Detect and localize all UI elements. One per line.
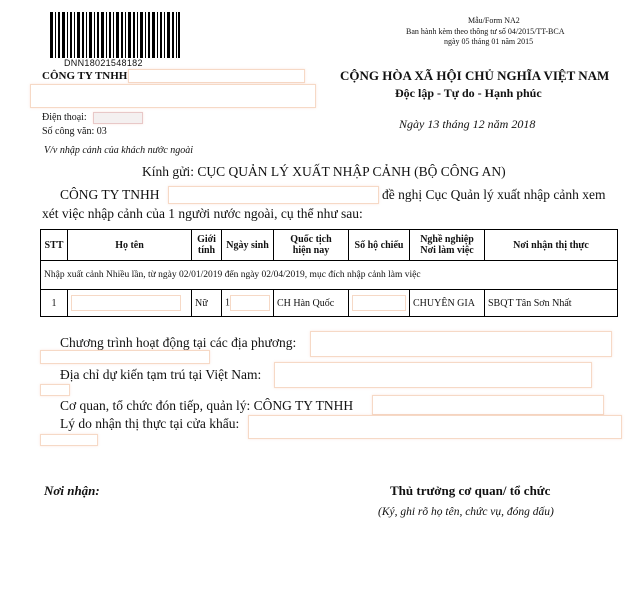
cell-nationality: CH Hàn Quốc bbox=[274, 290, 349, 317]
redacted-program-cont bbox=[40, 350, 210, 364]
table-note-row bbox=[41, 261, 618, 290]
header-gender-line1: Giới bbox=[197, 234, 216, 245]
recipients-label: Nơi nhận: bbox=[44, 483, 100, 498]
dob-prefix: 1 bbox=[225, 297, 230, 309]
reason-label: Lý do nhận thị thực tại cửa khẩu: bbox=[60, 416, 240, 431]
redacted-phone bbox=[93, 112, 143, 124]
form-circular-line2: ngày 05 tháng 01 năm 2015 bbox=[444, 37, 534, 46]
cell-job: CHUYÊN GIA bbox=[410, 290, 485, 317]
redacted-company-line bbox=[30, 84, 316, 108]
redacted-address-cont bbox=[40, 384, 70, 396]
table-row bbox=[41, 290, 618, 317]
cell-gender: Nữ bbox=[192, 290, 222, 317]
signer-note: (Ký, ghi rõ họ tên, chức vụ, đóng dấu) bbox=[378, 506, 554, 518]
form-code: Mẫu/Form NA2 bbox=[468, 16, 520, 25]
form-circular-line1: Ban hành kèm theo thông tư số 04/2015/TT-BCA bbox=[406, 27, 565, 36]
redacted-address bbox=[274, 362, 592, 388]
address-label: Địa chỉ dự kiến tạm trú tại Việt Nam: bbox=[60, 367, 262, 382]
document-date: Ngày 13 tháng 12 năm 2018 bbox=[399, 117, 536, 131]
header-nationality bbox=[274, 230, 349, 261]
cell-stt: 1 bbox=[41, 290, 68, 317]
nation-header: CỘNG HÒA XÃ HỘI CHỦ NGHĨA VIỆT NAM bbox=[340, 68, 610, 83]
cell-name bbox=[68, 290, 192, 317]
redacted-agency bbox=[372, 395, 604, 415]
cell-entry: SBQT Tân Sơn Nhất bbox=[485, 290, 618, 317]
cell-passport bbox=[349, 290, 410, 317]
redacted-company-name bbox=[128, 69, 305, 83]
cell-dob bbox=[222, 290, 274, 317]
header-job-line1: Nghề nghiệp bbox=[420, 234, 474, 245]
header-stt: STT bbox=[41, 230, 68, 261]
program-label: Chương trình hoạt động tại các địa phương: bbox=[60, 335, 297, 350]
barcode bbox=[50, 12, 180, 58]
header-gender bbox=[192, 230, 222, 261]
subject-line: V/v nhập cảnh của khách nước ngoài bbox=[44, 145, 194, 156]
company-name: CÔNG TY TNHH bbox=[42, 70, 128, 82]
redacted-program bbox=[310, 331, 612, 357]
header-entry: Nơi nhận thị thực bbox=[485, 230, 618, 261]
request-text-1: đề nghị Cục Quản lý xuất nhập cảnh xem bbox=[382, 187, 606, 202]
redacted-request-company bbox=[168, 186, 379, 204]
header-nationality-line1: Quốc tịch bbox=[290, 234, 332, 245]
agency-label: Cơ quan, tổ chức đón tiếp, quản lý: CÔNG TY TNHH bbox=[60, 398, 354, 413]
applicant-table bbox=[40, 229, 618, 317]
header-gender-line2: tính bbox=[197, 245, 216, 256]
redacted-name bbox=[71, 295, 181, 311]
request-company: CÔNG TY TNHH bbox=[60, 187, 160, 202]
signer-title: Thủ trưởng cơ quan/ tổ chức bbox=[390, 483, 551, 498]
phone-label: Điện thoại: bbox=[42, 112, 87, 123]
dispatch-number: Số công văn: 03 bbox=[42, 126, 107, 137]
motto: Độc lập - Tự do - Hạnh phúc bbox=[395, 86, 542, 100]
redacted-reason-cont bbox=[40, 434, 98, 446]
header-job bbox=[410, 230, 485, 261]
redacted-dob bbox=[230, 295, 270, 311]
request-text-2: xét việc nhập cảnh của 1 người nước ngoài, cụ thể như sau: bbox=[42, 206, 363, 221]
entry-note: Nhập xuất cảnh Nhiều lần, từ ngày 02/01/2019 đến ngày 02/04/2019, mục đích nhập cảnh làm việc bbox=[41, 261, 618, 290]
redacted-reason bbox=[248, 415, 622, 439]
header-dob: Ngày sinh bbox=[222, 230, 274, 261]
redacted-passport bbox=[352, 295, 406, 311]
header-passport: Số hộ chiếu bbox=[349, 230, 410, 261]
header-job-line2: Nơi làm việc bbox=[420, 245, 474, 256]
header-name: Họ tên bbox=[68, 230, 192, 261]
header-nationality-line2: hiện nay bbox=[292, 245, 330, 256]
recipient-line: Kính gửi: CỤC QUẢN LÝ XUẤT NHẬP CẢNH (BỘ CÔNG AN) bbox=[142, 164, 506, 179]
barcode-number: DNN18021548182 bbox=[64, 58, 143, 68]
table-header-row bbox=[41, 230, 618, 261]
